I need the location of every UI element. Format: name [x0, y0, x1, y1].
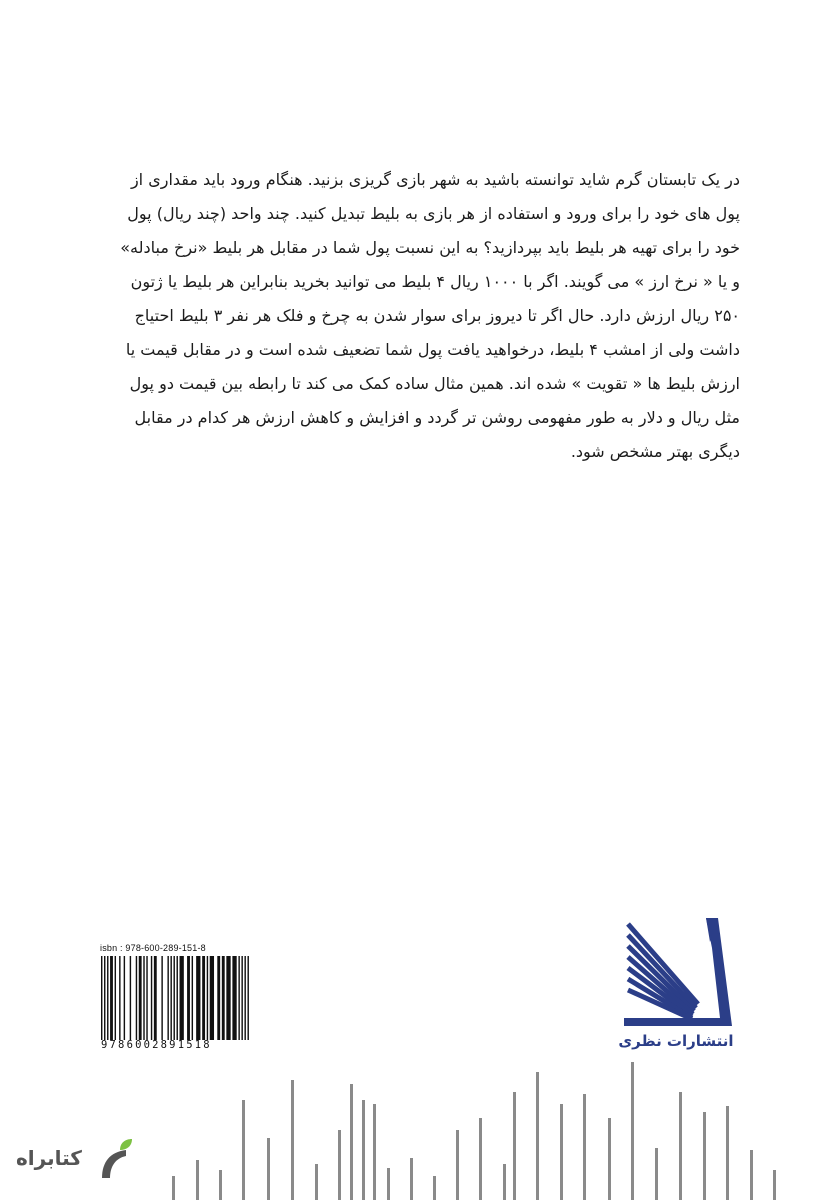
- blurb-line: داشت ولی از امشب ۴ بلیط، درخواهید یافت پول شما تضعیف شده است و در مقابل قیمت یا: [125, 340, 740, 359]
- blurb-line: پول های خود را برای ورود و استفاده از هر بازی به بلیط تبدیل کنید. چند واحد (چند ریال) پول: [127, 204, 740, 223]
- book-leaf-icon: [98, 1138, 134, 1182]
- blurb-line: ۲۵۰ ریال ارزش دارد. حال اگر تا دیروز برای سوار شدن به چرخ و فلک هر نفر ۳ بلیط احتیاج: [134, 306, 740, 325]
- watermark: [14, 1136, 134, 1186]
- blurb-line: مثل ریال و دلار به طور مفهومی روشن تر گردد و افزایش و کاهش ارزش هر کدام در مقابل: [134, 408, 740, 427]
- isbn-label: isbn : 978-600-289-151-8: [100, 943, 206, 953]
- blurb-line: ارزش بلیط ها « تقویت » شده اند. همین مثال ساده کمک می کند تا رابطه بین قیمت دو پول: [129, 374, 740, 393]
- publisher-name: انتشارات نظری: [618, 1032, 734, 1050]
- blurb-line: در یک تابستان گرم شاید توانسته باشید به شهر بازی گریزی بزنید. هنگام ورود باید مقداری از: [130, 170, 740, 189]
- blurb-line: خود را برای تهیه هر بلیط باید بپردازید؟ به این نسبت پول شما در مقابل هر بلیط «نرخ مبادله»: [120, 238, 740, 257]
- blurb-line: و یا « نرخ ارز » می گویند. اگر با ۱۰۰۰ ریال ۴ بلیط می توانید بخرید بنابراین هر بلیط یا ژتون: [130, 272, 740, 291]
- watermark-text: کتابراه: [16, 1146, 82, 1170]
- blurb-line: دیگری بهتر مشخص شود.: [570, 442, 740, 461]
- isbn-digits: 9786002891518: [101, 1039, 212, 1051]
